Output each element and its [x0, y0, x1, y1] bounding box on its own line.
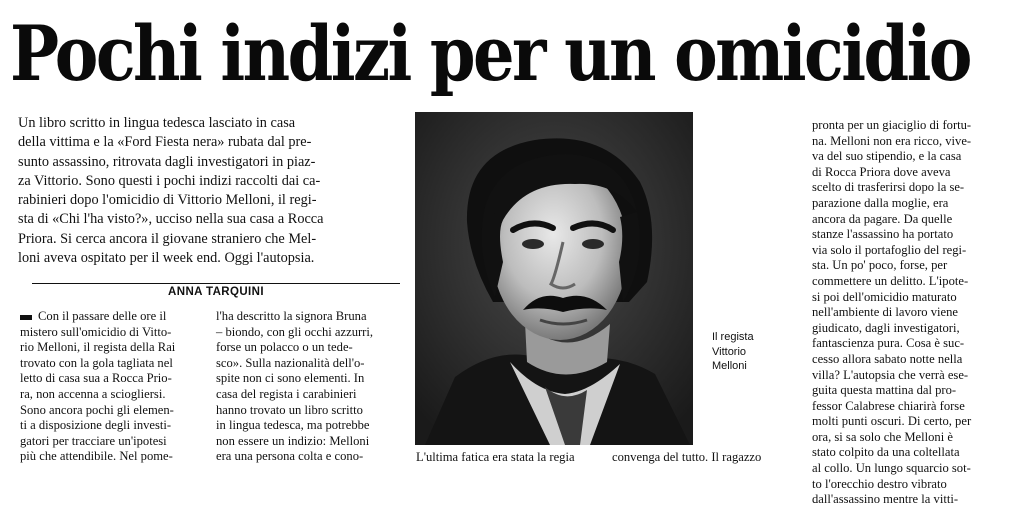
headline: Pochi indizi per un omicidio	[10, 9, 970, 98]
column-line: forse un polacco o un tede-	[216, 340, 353, 355]
lead-line: Priora. Si cerca ancora il giovane straniero che Mel-	[18, 230, 317, 247]
column-line: to l'orecchio destro vibrato	[812, 476, 947, 491]
lead-line: za Vittorio. Sono questi i pochi indizi raccolti dai ca-	[18, 172, 321, 189]
column-line: parazione dalla moglie, era	[812, 195, 949, 210]
column-line: mistero sull'omicidio di Vitto-	[20, 324, 172, 339]
column-line: commettere un delitto. L'ipote-	[812, 273, 969, 288]
column-line: dall'assassino mentre la vitti-	[812, 492, 959, 507]
column-line: stato colpito da una coltellata	[812, 445, 960, 460]
column-line: molti punti oscuri. Di certo, per	[812, 414, 972, 429]
lead-paragraph	[18, 114, 398, 268]
column-line: guita questa mattina dal pro-	[812, 383, 957, 398]
lead-line: loni aveva ospitato per il week end. Oggi l'autopsia.	[18, 250, 315, 267]
column-line: stanze l'assassino ha portato	[812, 227, 954, 242]
byline-divider	[32, 283, 400, 284]
column-line: letto di casa sua a Rocca Prio-	[20, 371, 172, 386]
column-line: ancora da pagare. Da quelle	[812, 211, 953, 226]
column-line: nell'ambiente di lavoro viene	[812, 305, 958, 320]
column-line: sta. Un po' poco, forse, per	[812, 258, 948, 273]
column-line: ra, non accenna a sciogliersi.	[20, 386, 166, 401]
column-line: in lingua tedesca, ma potrebbe	[216, 418, 370, 433]
column-line: via solo il portafoglio del regi-	[812, 242, 967, 257]
column-line: scelto di trasferirsi dopo la se-	[812, 180, 965, 195]
lead-line: rabinieri dopo l'omicidio di Vittorio Melloni, il regi-	[18, 192, 317, 209]
column-line: fessor Calabrese chiarirà forse	[812, 398, 965, 413]
column-line: na. Melloni non era ricco, vive-	[812, 133, 972, 148]
column-line: villa? L'autopsia che verrà ese-	[812, 367, 969, 382]
column-line: era una persona colta e cono-	[216, 449, 364, 464]
column-line: fantascienza pura. Cosa è suc-	[812, 336, 965, 351]
column-line: trovato con la gola tagliata nel	[20, 355, 173, 370]
column-line: rio Melloni, il regista della Rai	[20, 340, 176, 355]
column-line: Sono ancora pochi gli elemen-	[20, 402, 174, 417]
column-line: si poi dell'omicidio maturato	[812, 289, 957, 304]
column-line: hanno trovato un libro scritto	[216, 402, 363, 417]
section-marker-icon	[20, 315, 32, 320]
column-line: – biondo, con gli occhi azzurri,	[216, 324, 374, 339]
column-line: l'ha descritto la signora Bruna	[216, 309, 367, 323]
column-line: gatori per tracciare un'ipotesi	[20, 433, 167, 448]
column-3-first-line: L'ultima fatica era stata la regia	[416, 450, 575, 464]
caption-line: Melloni	[712, 360, 747, 372]
column-line: al collo. Un lungo squarcio sot-	[812, 461, 971, 476]
column-line: cesso allora sabato notte nella	[812, 351, 963, 366]
column-line: di Rocca Priora dove aveva	[812, 164, 951, 179]
portrait-photo	[415, 112, 693, 445]
column-line: sco». Sulla nazionalità dell'o-	[216, 355, 365, 370]
column-line: spite non ci sono elementi. In	[216, 371, 365, 386]
column-line: giudicato, dagli investigatori,	[812, 320, 960, 335]
lead-line: sta di «Chi l'ha visto?», ucciso nella sua casa a Rocca	[18, 211, 324, 228]
article-column-1	[20, 309, 203, 465]
column-line: va del suo stipendio, e la casa	[812, 149, 962, 164]
column-line: non essere un indizio: Melloni	[216, 433, 370, 448]
column-line: pronta per un giaciglio di fortu-	[812, 118, 972, 132]
caption-line: Vittorio	[712, 345, 747, 358]
column-line: più che attendibile. Nel pome-	[20, 449, 173, 464]
column-line: ti a disposizione degli investi-	[20, 418, 172, 433]
caption-line: Il regista	[712, 331, 754, 343]
article-column-4	[812, 118, 1012, 508]
byline: ANNA TARQUINI	[168, 286, 264, 298]
column-3b-first-line: convenga del tutto. Il ragazzo	[612, 450, 762, 464]
column-line: ora, si sa solo che Melloni è	[812, 429, 953, 444]
column-line: Con il passare delle ore il	[20, 309, 203, 325]
photo-caption	[712, 330, 802, 374]
lead-line: Un libro scritto in lingua tedesca lasciato in casa	[18, 115, 296, 131]
lead-line: della vittima e la «Ford Fiesta nera» rubata dal pre-	[18, 134, 312, 151]
portrait-image	[415, 112, 693, 445]
lead-line: sunto assassino, ritrovata dagli investigatori in piaz-	[18, 153, 316, 170]
column-line: casa del regista i carabinieri	[216, 386, 357, 401]
article-column-2	[216, 309, 401, 465]
